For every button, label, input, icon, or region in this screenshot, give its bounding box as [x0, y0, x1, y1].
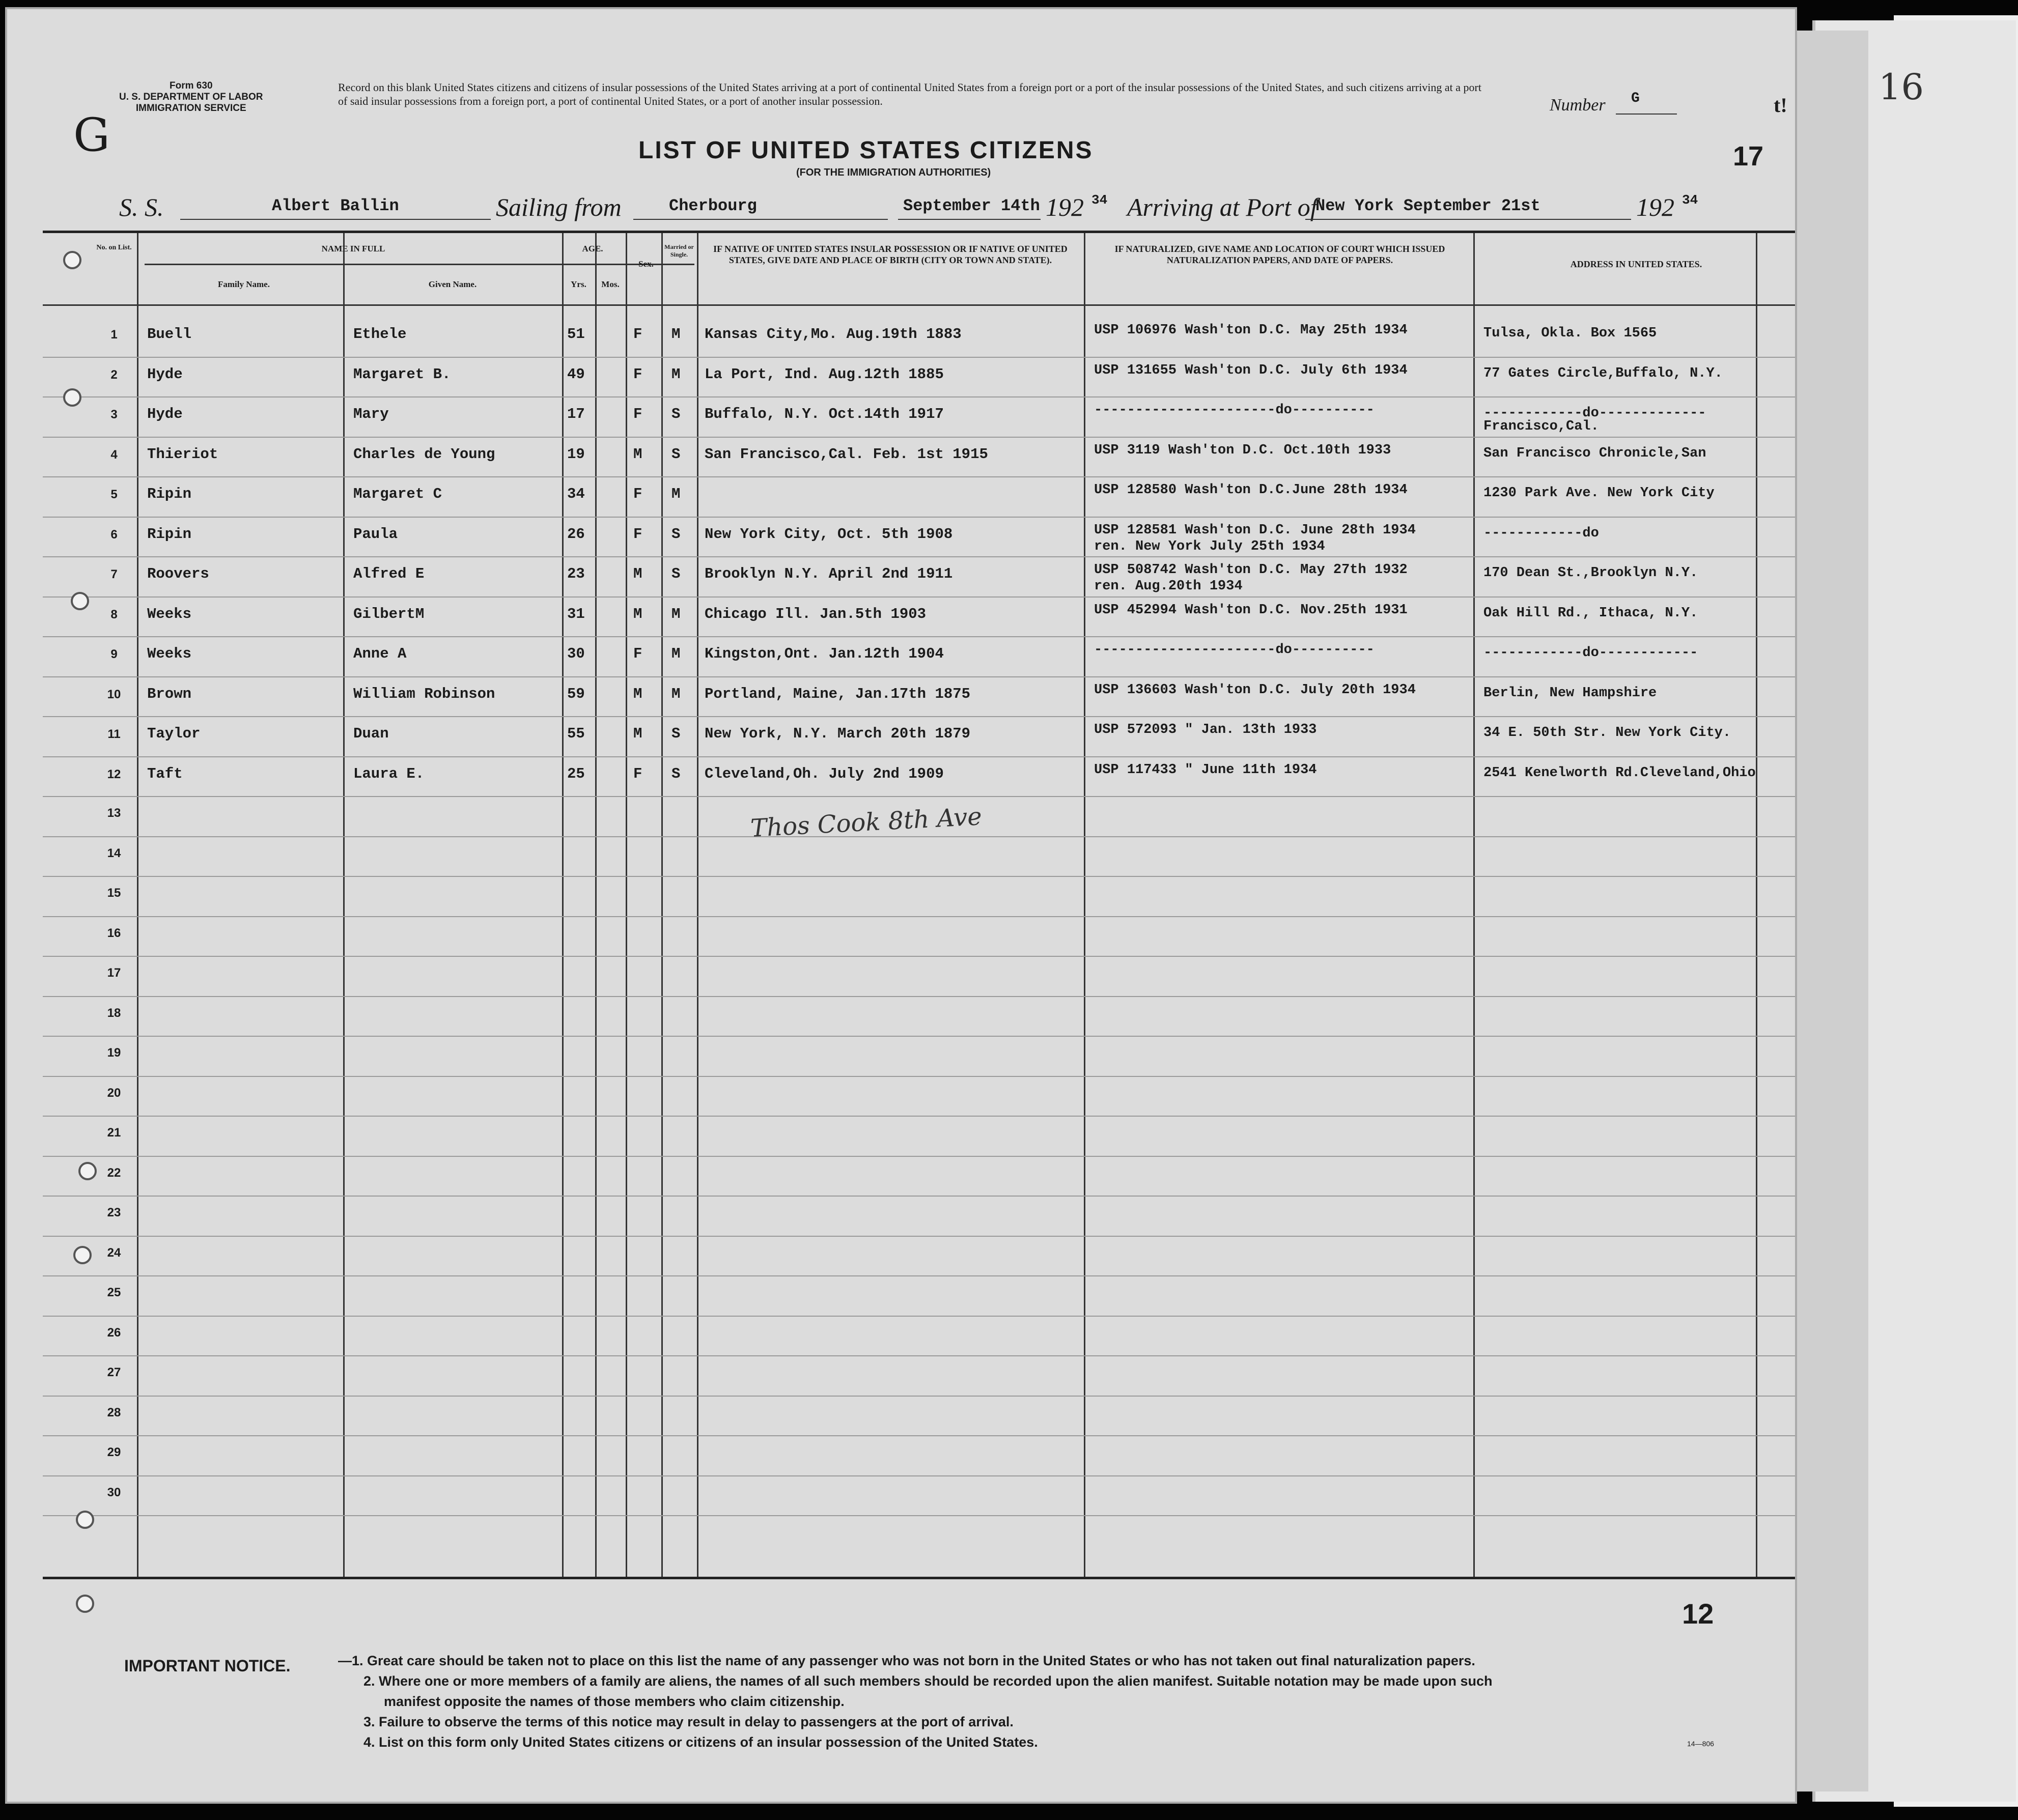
row-divider	[43, 476, 1797, 477]
us-address: Oak Hill Rd., Ithaca, N.Y.	[1483, 605, 1698, 621]
column-divider	[1756, 233, 1757, 1577]
naturalization-info: USP 128581 Wash'ton D.C. June 28th 1934	[1094, 522, 1416, 538]
family-name: Buell	[147, 326, 192, 343]
marital-status: S	[671, 765, 681, 782]
col-birth-header: IF NATIVE OF UNITED STATES INSULAR POSSESSION OR IF NATIVE OF UNITED STATES, GIVE DATE AND PLACE OF BIRTH (CITY OR TOWN AND STATE).	[713, 244, 1068, 265]
family-name: Hyde	[147, 365, 183, 383]
row-divider	[43, 1396, 1797, 1397]
notice-title: IMPORTANT NOTICE.	[124, 1657, 291, 1675]
naturalization-info: USP 572093 " Jan. 13th 1933	[1094, 722, 1317, 737]
family-name: Taft	[147, 765, 183, 782]
row-number: 18	[107, 1006, 121, 1020]
row-divider	[43, 1236, 1797, 1237]
col-sex-header: Sex.	[638, 259, 654, 269]
age-years: 17	[567, 406, 585, 422]
row-divider	[43, 1435, 1797, 1436]
col-name-header: NAME IN FULL	[321, 244, 385, 253]
column-divider	[661, 233, 663, 1577]
sex: M	[633, 565, 642, 582]
given-name: Anne A	[353, 645, 407, 662]
row-number: 4	[110, 447, 118, 462]
family-name: Roovers	[147, 565, 209, 582]
row-number: 13	[107, 806, 121, 820]
col-no-header: No. on List.	[96, 244, 132, 251]
birth-info: Cleveland,Oh. July 2nd 1909	[705, 765, 944, 782]
marital-status: S	[671, 725, 681, 742]
form-identifier	[119, 80, 263, 114]
us-address: 77 Gates Circle,Buffalo, N.Y.	[1483, 365, 1723, 381]
notice-items	[338, 1651, 1753, 1752]
age-years: 34	[567, 486, 585, 502]
row-number: 2	[110, 367, 118, 382]
birth-info: Kingston,Ont. Jan.12th 1904	[705, 645, 944, 662]
row-number: 12	[107, 767, 121, 781]
family-name: Weeks	[147, 645, 192, 662]
age-years: 30	[567, 645, 585, 662]
number-value: G	[1631, 91, 1640, 106]
service: IMMIGRATION SERVICE	[135, 103, 246, 113]
family-name: Weeks	[147, 605, 192, 622]
sailing-underline	[633, 219, 888, 220]
notice-item-2-cont: manifest opposite the names of those members who claim citizenship.	[384, 1694, 845, 1709]
naturalization-info: USP 128580 Wash'ton D.C.June 28th 1934	[1094, 482, 1408, 498]
given-name: Mary	[353, 406, 389, 422]
row-divider	[43, 716, 1797, 717]
ss-label: S. S.	[119, 193, 164, 221]
given-name: Charles de Young	[353, 445, 495, 463]
row-divider	[43, 437, 1797, 438]
voyage-line	[7, 192, 1797, 233]
row-divider	[43, 1275, 1797, 1276]
sex: F	[633, 645, 642, 662]
us-address: ------------do------------	[1483, 645, 1698, 661]
given-name: Margaret C	[353, 486, 442, 502]
row-divider	[43, 636, 1797, 637]
row-divider	[43, 357, 1797, 358]
naturalization-info: USP 452994 Wash'ton D.C. Nov.25th 1931	[1094, 602, 1408, 618]
arriving-label: Arriving at Port of	[1127, 193, 1318, 221]
sex: F	[633, 326, 642, 343]
marital-status: S	[671, 525, 681, 543]
naturalization-info: USP 117433 " June 11th 1934	[1094, 762, 1317, 778]
row-divider	[43, 796, 1797, 797]
birth-info: Chicago Ill. Jan.5th 1903	[705, 605, 927, 622]
handwritten-note: Thos Cook 8th Ave	[749, 802, 983, 843]
row-divider	[43, 1076, 1797, 1077]
age-years: 51	[567, 326, 585, 343]
row-number: 21	[107, 1126, 121, 1140]
sex: F	[633, 765, 642, 782]
row-divider	[43, 517, 1797, 518]
row-number: 29	[107, 1445, 121, 1459]
col-married-header: Married or Single.	[664, 243, 694, 258]
birth-info: La Port, Ind. Aug.12th 1885	[705, 365, 944, 383]
marital-status: M	[671, 365, 681, 383]
col-yrs-header: Yrs.	[571, 279, 586, 289]
us-address: 1230 Park Ave. New York City	[1483, 486, 1715, 501]
age-years: 19	[567, 445, 585, 463]
form-number: Form 630	[170, 80, 213, 91]
binder-hole	[63, 251, 81, 269]
naturalization-renewal: ren. Aug.20th 1934	[1094, 579, 1243, 594]
age-years: 25	[567, 765, 585, 782]
binder-hole	[71, 592, 89, 610]
number-underline	[1616, 113, 1677, 115]
family-name: Ripin	[147, 525, 192, 543]
row-divider	[43, 996, 1797, 997]
column-divider	[343, 233, 345, 1577]
sex: M	[633, 685, 642, 702]
notice-item-3: 3. Failure to observe the terms of this notice may result in delay to passengers at the port of arrival.	[363, 1714, 1014, 1729]
row-number: 17	[107, 966, 121, 980]
given-name: GilbertM	[353, 605, 425, 622]
row-number: 10	[107, 687, 121, 701]
arriving-port: New York September 21st	[1315, 196, 1540, 215]
row-divider	[43, 676, 1797, 677]
row-divider	[43, 756, 1797, 757]
given-name: Ethele	[353, 326, 407, 343]
row-divider	[43, 1196, 1797, 1197]
column-divider	[1084, 233, 1085, 1577]
sex: F	[633, 365, 642, 383]
us-address: ------------do-------------	[1483, 406, 1706, 421]
header-divider	[145, 264, 694, 265]
binder-hole	[76, 1595, 94, 1613]
naturalization-info: ----------------------do----------	[1094, 642, 1375, 658]
given-name: Alfred E	[353, 565, 425, 582]
us-address: San Francisco Chronicle,San	[1483, 445, 1706, 461]
marital-status: M	[671, 685, 681, 702]
naturalization-info: ----------------------do----------	[1094, 403, 1375, 418]
header-bottom	[43, 304, 1797, 306]
row-number: 11	[107, 727, 121, 741]
stamp-number: 17	[1733, 141, 1764, 172]
sailing-label: Sailing from	[496, 193, 622, 221]
sex: F	[633, 486, 642, 502]
given-name: William Robinson	[353, 685, 495, 702]
row-number: 15	[107, 886, 121, 900]
naturalization-info: USP 106976 Wash'ton D.C. May 25th 1934	[1094, 323, 1408, 338]
row-divider	[43, 1036, 1797, 1037]
row-divider	[43, 1475, 1797, 1476]
sailing-year: 34	[1091, 192, 1108, 208]
col-mos-header: Mos.	[601, 279, 620, 289]
row-number: 16	[107, 926, 121, 940]
column-divider	[562, 233, 564, 1577]
row-number: 1	[110, 328, 118, 342]
ship-underline	[180, 219, 491, 220]
row-divider	[43, 1515, 1797, 1516]
column-divider	[137, 233, 138, 1577]
birth-info: Portland, Maine, Jan.17th 1875	[705, 685, 971, 702]
row-divider	[43, 1116, 1797, 1117]
column-divider	[595, 233, 597, 1577]
marital-status: S	[671, 406, 681, 422]
page-number: 12	[1682, 1598, 1714, 1630]
binder-hole	[78, 1162, 97, 1180]
birth-info: San Francisco,Cal. Feb. 1st 1915	[705, 445, 988, 463]
family-name: Taylor	[147, 725, 201, 742]
row-number: 20	[107, 1086, 121, 1100]
row-number: 25	[107, 1286, 121, 1299]
age-years: 31	[567, 605, 585, 622]
row-divider	[43, 1355, 1797, 1356]
row-divider	[43, 1316, 1797, 1317]
page-subtitle: (FOR THE IMMIGRATION AUTHORITIES)	[796, 167, 991, 178]
row-divider	[43, 916, 1797, 917]
marital-status: M	[671, 326, 681, 343]
row-number: 28	[107, 1405, 121, 1419]
binder-hole	[63, 388, 81, 407]
given-name: Duan	[353, 725, 389, 742]
marital-status: M	[671, 486, 681, 502]
notice-item-4: 4. List on this form only United States citizens or citizens of an insular possession of the United States.	[363, 1734, 1038, 1750]
col-address-header: ADDRESS IN UNITED STATES.	[1570, 259, 1702, 269]
birth-info: Buffalo, N.Y. Oct.14th 1917	[705, 406, 944, 422]
column-divider	[697, 233, 698, 1577]
family-name: Hyde	[147, 406, 183, 422]
ship-name: Albert Ballin	[272, 196, 399, 215]
arriving-underline	[1305, 219, 1631, 220]
us-address-cont: Francisco,Cal.	[1483, 419, 1599, 434]
sailing-from: Cherbourg	[669, 196, 757, 215]
age-years: 55	[567, 725, 585, 742]
age-years: 23	[567, 565, 585, 582]
given-name: Margaret B.	[353, 365, 451, 383]
age-years: 26	[567, 525, 585, 543]
sex: F	[633, 525, 642, 543]
row-divider	[43, 596, 1797, 598]
arriving-year: 34	[1682, 192, 1698, 208]
family-name: Ripin	[147, 486, 192, 502]
marital-status: M	[671, 605, 681, 622]
row-number: 14	[107, 846, 121, 860]
binder-hole	[76, 1511, 94, 1529]
age-years: 49	[567, 365, 585, 383]
sailing-date: September 14th	[903, 196, 1040, 215]
binder-hole	[73, 1246, 92, 1264]
birth-info: Kansas City,Mo. Aug.19th 1883	[705, 326, 962, 343]
given-name: Laura E.	[353, 765, 425, 782]
birth-info: New York, N.Y. March 20th 1879	[705, 725, 971, 742]
row-number: 23	[107, 1206, 121, 1219]
row-number: 7	[110, 567, 118, 581]
marital-status: M	[671, 645, 681, 662]
page-title: LIST OF UNITED STATES CITIZENS	[638, 137, 1094, 164]
notice-item-1: —1. Great care should be taken not to place on this list the name of any passenger who was not born in the United States or who has not taken out final naturalization papers.	[338, 1653, 1475, 1668]
row-number: 26	[107, 1325, 121, 1340]
us-address: Tulsa, Okla. Box 1565	[1483, 326, 1657, 341]
year-prefix: 192	[1636, 193, 1674, 221]
row-divider	[43, 1156, 1797, 1157]
row-number: 9	[110, 647, 118, 661]
corner-mark: G	[73, 108, 110, 162]
back-page-note: 16	[1879, 66, 1924, 108]
naturalization-info: USP 131655 Wash'ton D.C. July 6th 1934	[1094, 362, 1408, 378]
row-number: 6	[110, 527, 118, 542]
family-name: Thieriot	[147, 445, 218, 463]
row-number: 22	[107, 1165, 121, 1180]
manifest-page	[5, 7, 1797, 1804]
age-years: 59	[567, 685, 585, 702]
row-divider	[43, 556, 1797, 557]
marital-status: S	[671, 445, 681, 463]
sex: M	[633, 605, 642, 622]
date-underline	[898, 219, 1041, 220]
col-family-header: Family Name.	[218, 279, 270, 289]
form-code: 14—806	[1687, 1740, 1714, 1748]
sex: F	[633, 406, 642, 422]
row-number: 5	[110, 488, 118, 501]
naturalization-renewal: ren. New York July 25th 1934	[1094, 538, 1325, 554]
notice-item-2: 2. Where one or more members of a family are aliens, the names of all such members should be recorded upon the alien manifest. Suitable notation may be made upon such	[363, 1673, 1493, 1689]
department: U. S. DEPARTMENT OF LABOR	[119, 92, 263, 102]
col-naturalized-header: IF NATURALIZED, GIVE NAME AND LOCATION OF COURT WHICH ISSUED NATURALIZATION PAPERS, AND DATE OF PAPERS.	[1114, 244, 1445, 265]
us-address: Berlin, New Hampshire	[1483, 685, 1657, 701]
birth-info: New York City, Oct. 5th 1908	[705, 525, 953, 543]
marital-status: S	[671, 565, 681, 582]
row-number: 27	[107, 1366, 121, 1379]
col-given-header: Given Name.	[428, 279, 477, 289]
column-divider	[1473, 233, 1475, 1577]
row-divider	[43, 876, 1797, 877]
col-age-header: AGE.	[582, 244, 603, 253]
family-name: Brown	[147, 685, 192, 702]
us-address: 170 Dean St.,Brooklyn N.Y.	[1483, 565, 1698, 581]
column-divider	[626, 233, 627, 1577]
us-address: ------------do	[1483, 525, 1599, 541]
naturalization-info: USP 508742 Wash'ton D.C. May 27th 1932	[1094, 562, 1408, 578]
us-address: 2541 Kenelworth Rd.Cleveland,Ohio	[1483, 765, 1756, 781]
row-divider	[43, 836, 1797, 837]
row-number: 24	[107, 1245, 121, 1260]
naturalization-info: USP 136603 Wash'ton D.C. July 20th 1934	[1094, 682, 1416, 698]
edge-mark: t!	[1774, 94, 1787, 117]
row-number: 30	[107, 1485, 121, 1499]
sex: M	[633, 445, 642, 463]
row-number: 8	[110, 607, 118, 621]
row-divider	[43, 956, 1797, 957]
passenger-table	[43, 231, 1797, 1579]
us-address: 34 E. 50th Str. New York City.	[1483, 725, 1731, 741]
row-number: 19	[107, 1046, 121, 1060]
sex: M	[633, 725, 642, 742]
given-name: Paula	[353, 525, 398, 543]
year-prefix: 192	[1046, 193, 1084, 221]
number-label: Number	[1550, 96, 1606, 115]
row-number: 3	[110, 408, 118, 421]
birth-info: Brooklyn N.Y. April 2nd 1911	[705, 565, 953, 582]
naturalization-info: USP 3119 Wash'ton D.C. Oct.10th 1933	[1094, 442, 1391, 458]
row-divider	[43, 396, 1797, 397]
instructions: Record on this blank United States citizens and citizens of insular possessions of the United States arriving at a port of continental United States from a foreign port or a port of the insular possessions of the United States, and such citizens arriving at a port of said insular possessions from a foreign port, a port of continental United States, or a port of another insular possession.	[338, 81, 1481, 107]
